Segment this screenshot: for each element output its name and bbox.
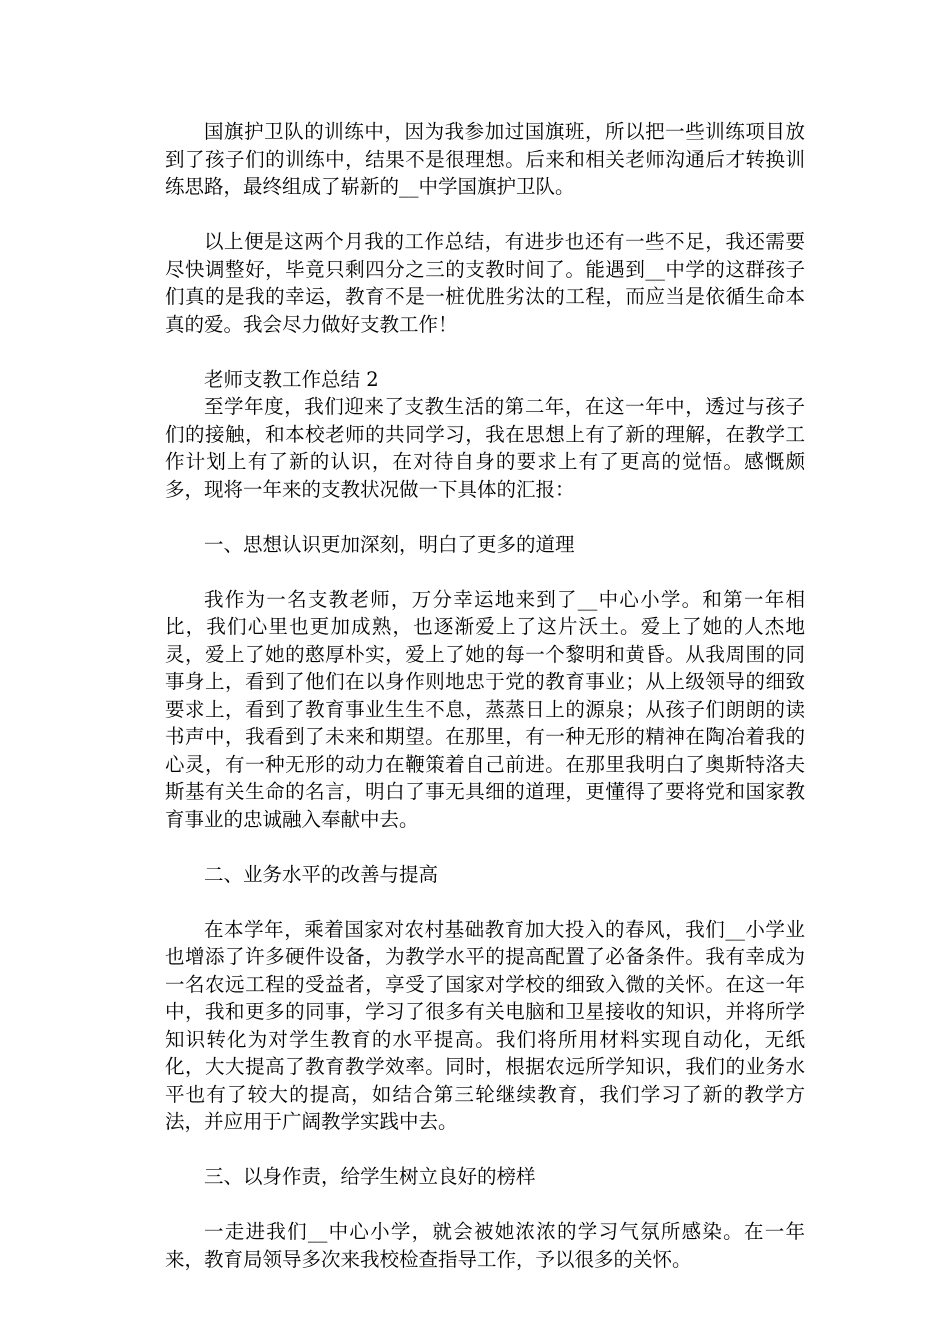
paragraph-thinking: 我作为一名支教老师，万分幸运地来到了__中心小学。和第一年相比，我们心里也更加成熟，也逐渐爱上了这片沃土。爱上了她的人杰地灵，爱上了她的憨厚朴实，爱上了她的每一个黎明和黄昏。从我周围的同事身上，看到了他们在以身作则地忠于党的教育事业；从上级领导的细致要求上，看到了教育事业生生不息，蒸蒸日上的源泉；从孩子们朗朗的读书声中，我看到了未来和期望。在那里，有一种无形的精神在陶冶着我的心灵，有一种无形的动力在鞭策着自己前进。在那里我明白了奥斯特洛夫斯基有关生命的名言，明白了事无具细的道理，更懂得了要将党和国家教育事业的忠诚融入奉献中去。 — [165, 587, 805, 831]
section-title: 老师支教工作总结 2 — [204, 367, 379, 391]
document-body — [165, 118, 805, 1273]
paragraph-summary: 以上便是这两个月我的工作总结，有进步也还有一些不足，我还需要尽快调整好，毕竟只剩四分之三的支教时间了。能遇到__中学的这群孩子们真的是我的幸运，教育不是一桩优胜劣汰的工程，而应当是依循生命本真的爱。我会尽力做好支教工作！ — [165, 230, 805, 336]
heading-example: 三、以身作责，给学生树立良好的榜样 — [204, 1165, 536, 1188]
paragraph-intro: 至学年度，我们迎来了支教生活的第二年，在这一年中，透过与孩子们的接触，和本校老师的共同学习，我在思想上有了新的理解，在教学工作计划上有了新的认识，在对待自身的要求上有了更高的觉悟。感慨颇多，现将一年来的支教状况做一下具体的汇报： — [165, 395, 805, 501]
paragraph-flag-guard: 国旗护卫队的训练中，因为我参加过国旗班，所以把一些训练项目放到了孩子们的训练中，结果不是很理想。后来和相关老师沟通后才转换训练思路，最终组成了崭新的__中学国旗护卫队。 — [165, 120, 805, 198]
paragraph-business: 在本学年，乘着国家对农村基础教育加大投入的春风，我们__小学业也增添了许多硬件设备，为教学水平的提高配置了必备条件。我有幸成为一名农远工程的受益者，享受了国家对学校的细致入微的关怀。在这一年中，我和更多的同事，学习了很多有关电脑和卫星接收的知识，并将所学知识转化为对学生教育的水平提高。我们将所用材料实现自动化，无纸化，大大提高了教育教学效率。同时，根据农远所学知识，我们的业务水平也有了较大的提高，如结合第三轮继续教育，我们学习了新的教学方法，并应用于广阔教学实践中去。 — [165, 917, 805, 1133]
paragraph-example: 一走进我们__中心小学，就会被她浓浓的学习气氛所感染。在一年来，教育局领导多次来我校检查指导工作，予以很多的关怀。 — [165, 1220, 805, 1271]
heading-thinking: 一、思想认识更加深刻，明白了更多的道理 — [204, 532, 575, 556]
heading-business: 二、业务水平的改善与提高 — [204, 862, 439, 886]
